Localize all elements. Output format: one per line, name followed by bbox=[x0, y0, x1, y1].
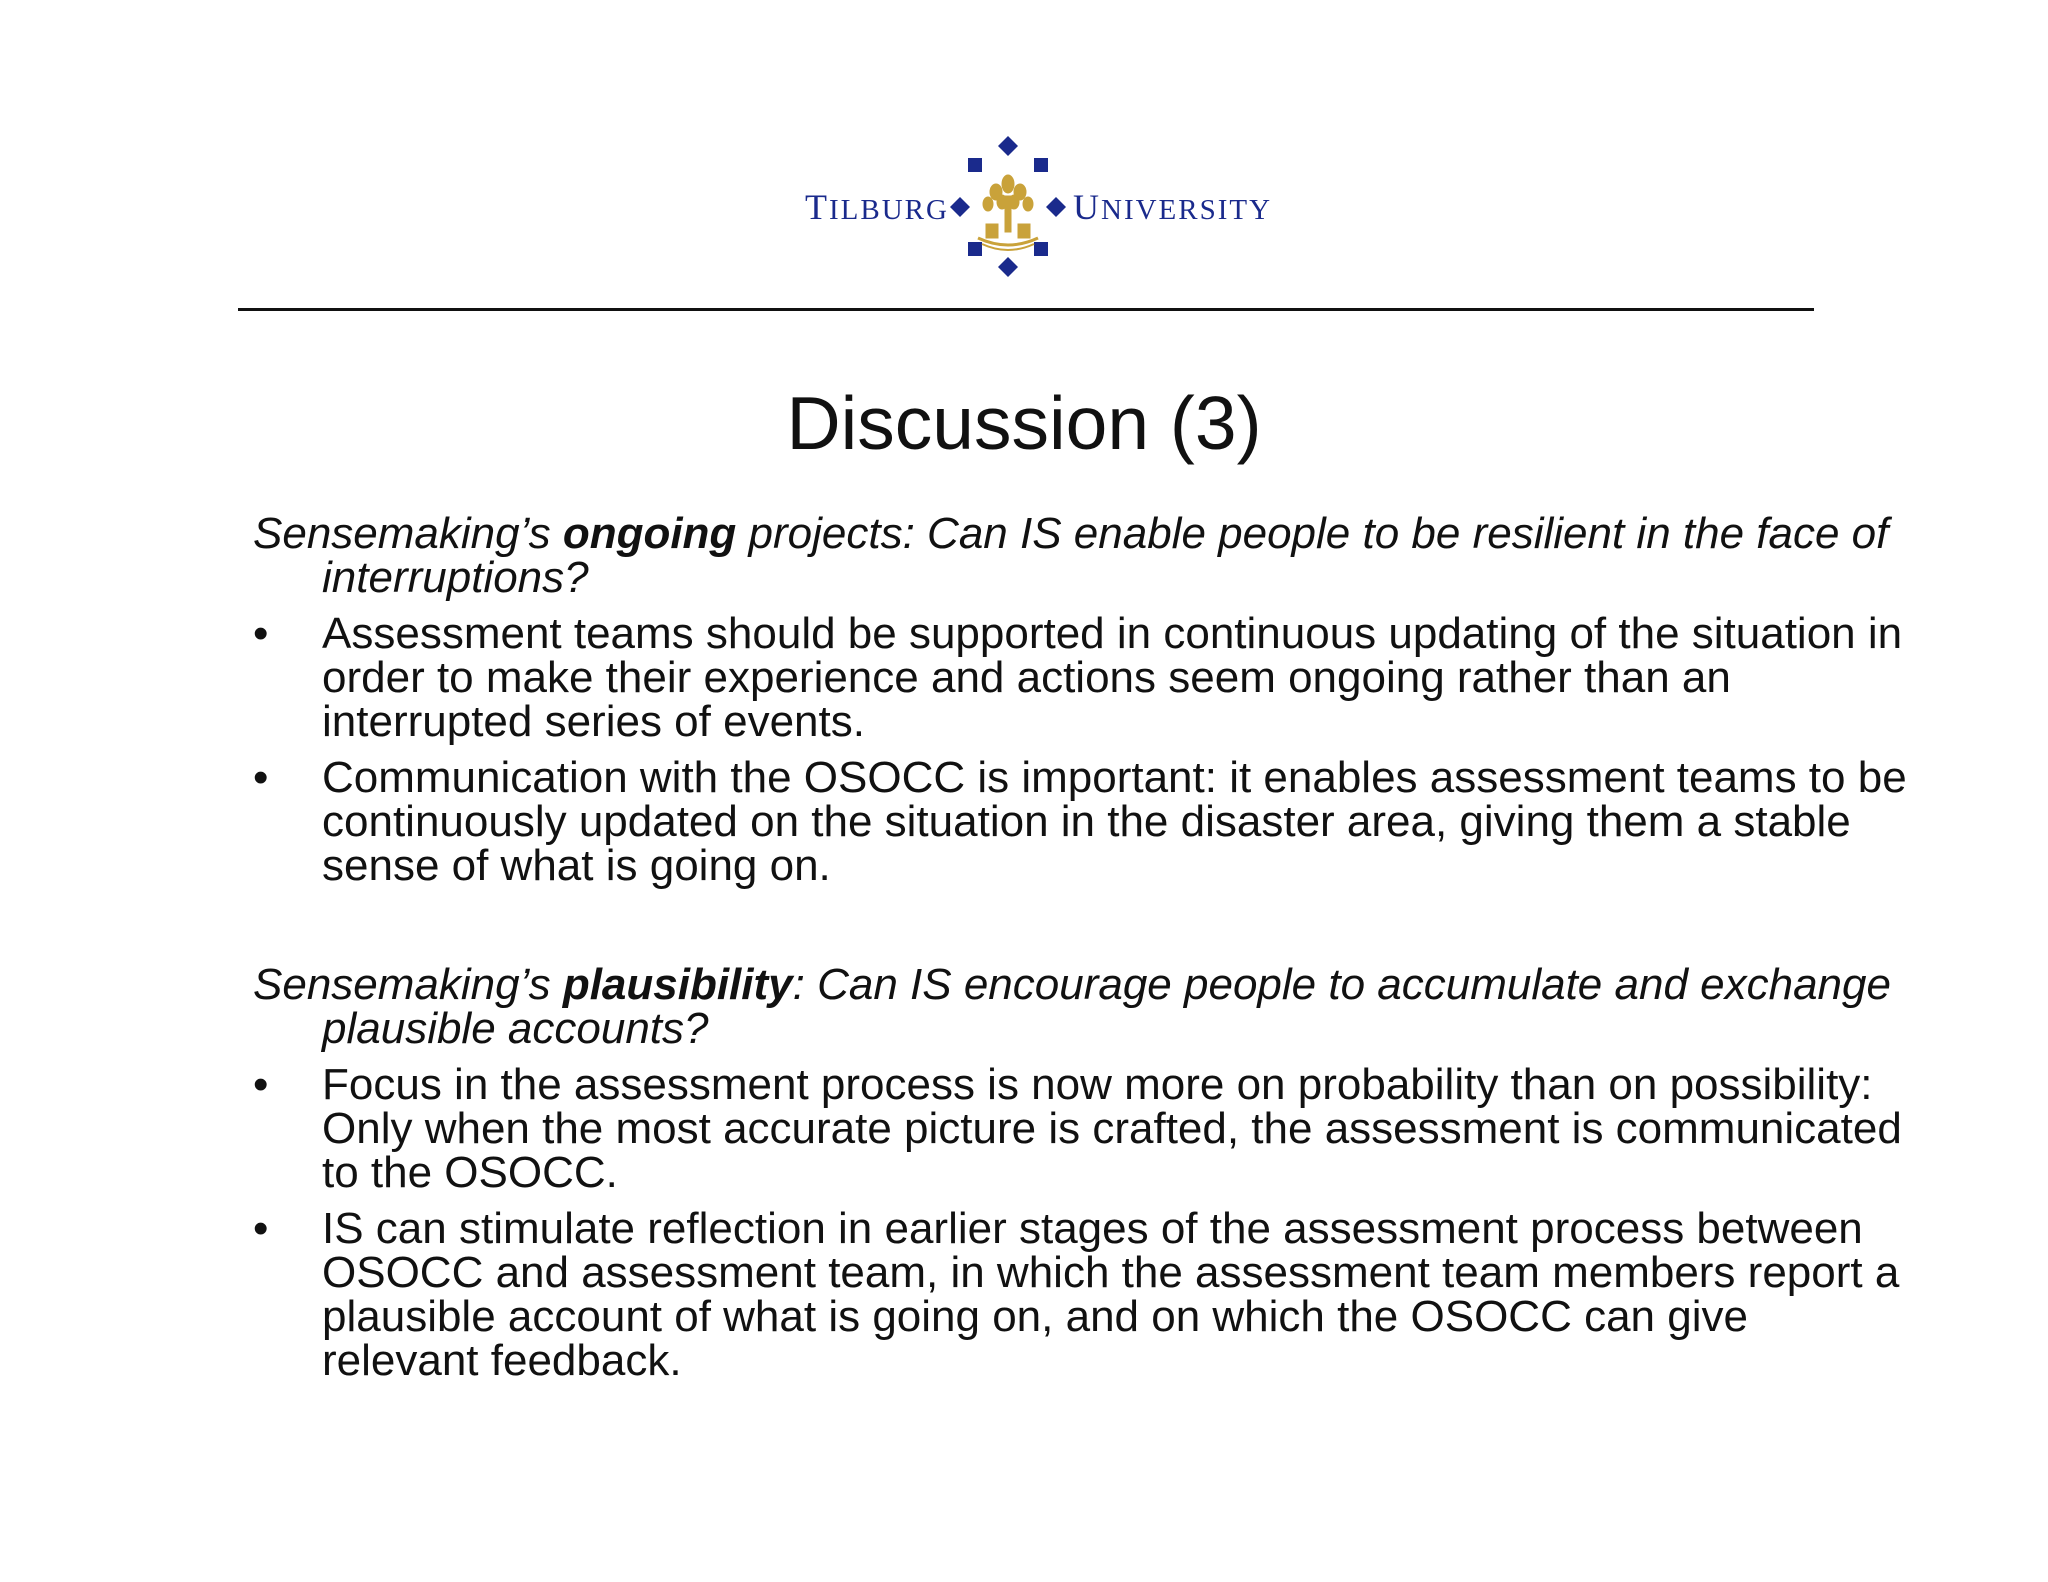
bullet-text: Communication with the OSOCC is important: it enables assessment teams to be continuously updated on the situation in the disaster area, giving them a stable sense of what is going on. bbox=[322, 753, 1907, 890]
section-spacer bbox=[253, 900, 1913, 963]
header-divider bbox=[238, 308, 1814, 311]
bullet-marker: • bbox=[253, 1204, 269, 1253]
bullet-marker: • bbox=[253, 1060, 269, 1109]
question-prefix: Sensemaking’s bbox=[253, 960, 563, 1009]
bullet-item bbox=[253, 1204, 1913, 1385]
question-text: projects: Can IS enable people to be resilient in the face of interruptions? bbox=[322, 509, 1889, 602]
question-text: : Can IS encourage people to accumulate and exchange plausible accounts? bbox=[322, 960, 1891, 1053]
bullet-text: Assessment teams should be supported in continuous updating of the situation in order to make their experience and actions seem ongoing rather than an interrupted series of events. bbox=[322, 609, 1903, 746]
logo-left-word: TILBURG bbox=[805, 187, 949, 227]
bullet-marker: • bbox=[253, 609, 269, 658]
bullet-item bbox=[253, 609, 1913, 746]
bullet-item bbox=[253, 1060, 1913, 1197]
slide-body bbox=[253, 509, 1913, 1395]
bullet-marker: • bbox=[253, 753, 269, 802]
question-keyword: plausibility bbox=[562, 960, 793, 1009]
section-question bbox=[253, 960, 1913, 1053]
bullet-item bbox=[253, 753, 1913, 890]
slide-title: Discussion (3) bbox=[786, 381, 1262, 465]
section-question bbox=[253, 509, 1913, 602]
bullet-text: Focus in the assessment process is now more on probability than on possibility: Only when the most accurate picture is crafted, the assessment is communicated to the OSOCC. bbox=[322, 1060, 1902, 1197]
question-prefix: Sensemaking’s bbox=[253, 509, 563, 558]
tilburg-university-logo bbox=[800, 134, 1273, 279]
logo-right-word: UNIVERSITY bbox=[1073, 187, 1273, 227]
university-emblem-icon bbox=[948, 134, 1068, 279]
question-keyword: ongoing bbox=[562, 509, 737, 558]
bullet-text: IS can stimulate reflection in earlier stages of the assessment process between OSOCC and assessment team, in which the assessment team members report a plausible account of what is going on, and on which the OSOCC can give relevant feedback. bbox=[322, 1204, 1900, 1385]
